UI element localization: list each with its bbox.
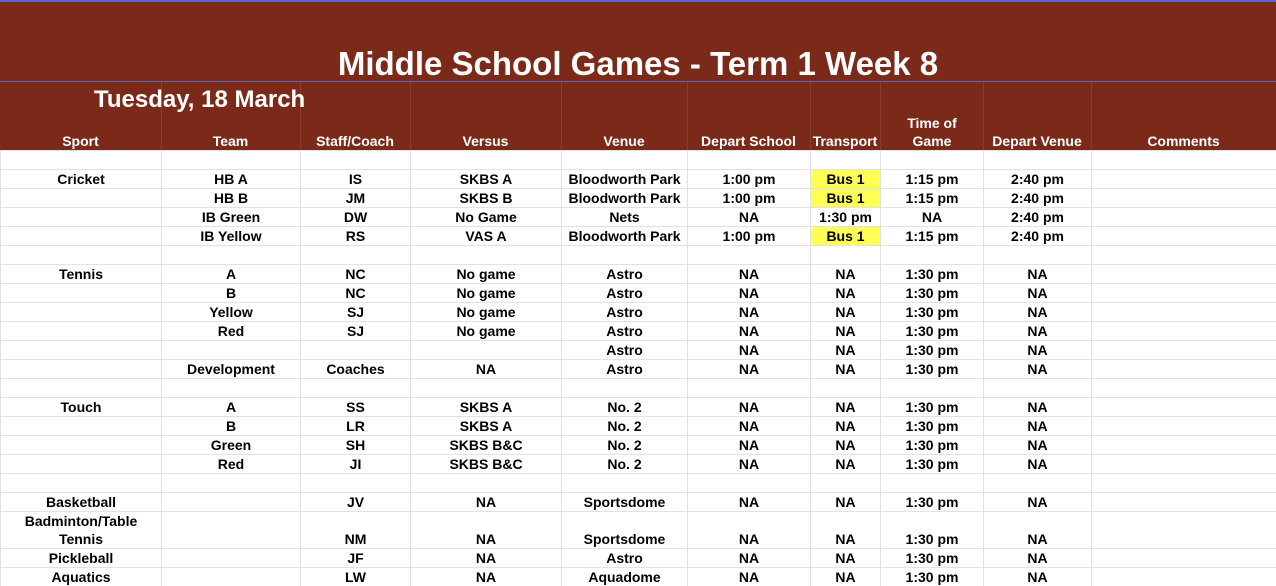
cell-depart-venue[interactable] bbox=[984, 379, 1092, 398]
cell-team[interactable] bbox=[162, 379, 301, 398]
column-header-staff-coach[interactable]: Staff/Coach bbox=[316, 133, 394, 149]
cell-depart-venue[interactable]: NA bbox=[984, 322, 1092, 341]
cell-venue[interactable]: Astro bbox=[562, 284, 688, 303]
cell-sport[interactable] bbox=[1, 474, 162, 493]
cell-sport[interactable]: Tennis bbox=[1, 265, 162, 284]
column-header-transport[interactable]: Transport bbox=[812, 133, 878, 149]
cell-transport[interactable]: NA bbox=[811, 265, 881, 284]
cell-comments[interactable] bbox=[1092, 474, 1276, 493]
cell-venue[interactable] bbox=[562, 379, 688, 398]
cell-staff-coach[interactable] bbox=[301, 341, 411, 360]
cell-depart-school[interactable]: NA bbox=[688, 398, 811, 417]
cell-depart-venue[interactable]: NA bbox=[984, 265, 1092, 284]
cell-time-of-game[interactable] bbox=[881, 246, 984, 265]
cell-venue[interactable]: Sportsdome bbox=[562, 512, 688, 549]
cell-team[interactable]: A bbox=[162, 398, 301, 417]
cell-depart-venue[interactable]: 2:40 pm bbox=[984, 189, 1092, 208]
cell-transport[interactable]: NA bbox=[811, 417, 881, 436]
cell-time-of-game[interactable]: 1:30 pm bbox=[881, 265, 984, 284]
cell-sport[interactable] bbox=[1, 227, 162, 246]
cell-time-of-game[interactable] bbox=[881, 151, 984, 170]
cell-versus[interactable] bbox=[411, 474, 562, 493]
cell-versus[interactable]: NA bbox=[411, 512, 562, 549]
column-header-team[interactable]: Team bbox=[212, 133, 249, 149]
column-header-depart-venue[interactable]: Depart Venue bbox=[992, 133, 1082, 149]
cell-team[interactable]: HB B bbox=[162, 189, 301, 208]
cell-versus[interactable] bbox=[411, 151, 562, 170]
cell-depart-venue[interactable] bbox=[984, 151, 1092, 170]
table-row bbox=[1, 417, 1276, 436]
cell-venue[interactable]: Astro bbox=[562, 303, 688, 322]
cell-time-of-game[interactable]: 1:30 pm bbox=[881, 455, 984, 474]
cell-venue[interactable]: No. 2 bbox=[562, 436, 688, 455]
cell-comments[interactable] bbox=[1092, 189, 1276, 208]
cell-depart-venue[interactable] bbox=[984, 474, 1092, 493]
cell-depart-school[interactable]: NA bbox=[688, 493, 811, 512]
cell-transport[interactable] bbox=[811, 151, 881, 170]
cell-depart-school[interactable]: NA bbox=[688, 568, 811, 586]
cell-time-of-game[interactable]: 1:30 pm bbox=[881, 284, 984, 303]
cell-time-of-game[interactable] bbox=[881, 379, 984, 398]
cell-staff-coach[interactable]: RS bbox=[301, 227, 411, 246]
cell-depart-venue[interactable]: NA bbox=[984, 568, 1092, 586]
cell-depart-venue[interactable]: NA bbox=[984, 455, 1092, 474]
cell-time-of-game[interactable]: 1:30 pm bbox=[881, 322, 984, 341]
cell-time-of-game[interactable]: 1:30 pm bbox=[881, 512, 984, 549]
cell-team[interactable]: A bbox=[162, 265, 301, 284]
cell-depart-school[interactable]: NA bbox=[688, 265, 811, 284]
cell-venue[interactable]: Bloodworth Park bbox=[562, 227, 688, 246]
cell-depart-venue[interactable]: NA bbox=[984, 512, 1092, 549]
table-row bbox=[1, 568, 1276, 586]
cell-comments[interactable] bbox=[1092, 417, 1276, 436]
cell-venue[interactable] bbox=[562, 246, 688, 265]
cell-sport[interactable]: Badminton/Table Tennis bbox=[1, 512, 162, 549]
table-row bbox=[1, 151, 1276, 170]
cell-time-of-game[interactable]: 1:15 pm bbox=[881, 170, 984, 189]
cell-team[interactable]: B bbox=[162, 284, 301, 303]
cell-team[interactable] bbox=[162, 549, 301, 568]
cell-sport[interactable]: Aquatics bbox=[1, 568, 162, 586]
cell-staff-coach[interactable] bbox=[301, 246, 411, 265]
cell-transport[interactable]: NA bbox=[811, 493, 881, 512]
cell-time-of-game[interactable]: 1:30 pm bbox=[881, 568, 984, 586]
table-row bbox=[1, 227, 1276, 246]
cell-sport[interactable] bbox=[1, 303, 162, 322]
cell-versus[interactable]: No game bbox=[411, 322, 562, 341]
cell-comments[interactable] bbox=[1092, 568, 1276, 586]
cell-depart-school[interactable]: NA bbox=[688, 455, 811, 474]
cell-staff-coach[interactable] bbox=[301, 151, 411, 170]
cell-team[interactable]: B bbox=[162, 417, 301, 436]
cell-comments[interactable] bbox=[1092, 322, 1276, 341]
cell-venue[interactable]: No. 2 bbox=[562, 398, 688, 417]
column-header-depart-school[interactable]: Depart School bbox=[701, 133, 796, 149]
cell-venue[interactable]: Astro bbox=[562, 322, 688, 341]
cell-versus[interactable]: SKBS A bbox=[411, 170, 562, 189]
cell-comments[interactable] bbox=[1092, 341, 1276, 360]
cell-depart-school[interactable] bbox=[688, 474, 811, 493]
cell-transport[interactable]: Bus 1 bbox=[811, 227, 881, 246]
cell-team[interactable]: HB A bbox=[162, 170, 301, 189]
cell-time-of-game[interactable]: 1:30 pm bbox=[881, 417, 984, 436]
cell-versus[interactable]: NA bbox=[411, 568, 562, 586]
cell-transport[interactable]: NA bbox=[811, 303, 881, 322]
cell-sport[interactable] bbox=[1, 322, 162, 341]
cell-sport[interactable] bbox=[1, 341, 162, 360]
cell-staff-coach[interactable]: DW bbox=[301, 208, 411, 227]
cell-staff-coach[interactable]: NC bbox=[301, 265, 411, 284]
cell-versus[interactable]: SKBS B&C bbox=[411, 436, 562, 455]
cell-transport[interactable]: NA bbox=[811, 398, 881, 417]
cell-staff-coach[interactable] bbox=[301, 474, 411, 493]
table-row bbox=[1, 474, 1276, 493]
cell-transport[interactable]: NA bbox=[811, 549, 881, 568]
sheet-title[interactable]: Middle School Games - Term 1 Week 8 bbox=[337, 45, 939, 82]
cell-time-of-game[interactable]: 1:30 pm bbox=[881, 398, 984, 417]
cell-depart-school[interactable] bbox=[688, 246, 811, 265]
cell-versus[interactable]: No game bbox=[411, 265, 562, 284]
cell-staff-coach[interactable] bbox=[301, 379, 411, 398]
cell-transport[interactable]: NA bbox=[811, 455, 881, 474]
cell-time-of-game[interactable]: 1:30 pm bbox=[881, 360, 984, 379]
cell-depart-venue[interactable] bbox=[984, 246, 1092, 265]
cell-sport[interactable] bbox=[1, 208, 162, 227]
cell-venue[interactable]: Nets bbox=[562, 208, 688, 227]
cell-versus[interactable]: VAS A bbox=[411, 227, 562, 246]
table-row bbox=[1, 549, 1276, 568]
cell-staff-coach[interactable]: JF bbox=[301, 549, 411, 568]
cell-versus[interactable]: No game bbox=[411, 284, 562, 303]
cell-comments[interactable] bbox=[1092, 360, 1276, 379]
cell-team[interactable]: Yellow bbox=[162, 303, 301, 322]
table-row bbox=[1, 436, 1276, 455]
cell-comments[interactable] bbox=[1092, 493, 1276, 512]
cell-versus[interactable]: SKBS B&C bbox=[411, 455, 562, 474]
cell-team[interactable] bbox=[162, 512, 301, 549]
cell-venue[interactable]: Bloodworth Park bbox=[562, 189, 688, 208]
cell-staff-coach[interactable]: JM bbox=[301, 189, 411, 208]
cell-team[interactable] bbox=[162, 493, 301, 512]
cell-venue[interactable] bbox=[562, 151, 688, 170]
cell-staff-coach[interactable]: JI bbox=[301, 455, 411, 474]
cell-depart-school[interactable]: NA bbox=[688, 303, 811, 322]
cell-depart-school[interactable]: 1:00 pm bbox=[688, 170, 811, 189]
cell-versus[interactable] bbox=[411, 341, 562, 360]
header-gridline bbox=[880, 82, 881, 150]
cell-venue[interactable]: Sportsdome bbox=[562, 493, 688, 512]
cell-depart-school[interactable] bbox=[688, 379, 811, 398]
table-row bbox=[1, 208, 1276, 227]
games-table bbox=[0, 150, 1276, 586]
cell-depart-school[interactable]: NA bbox=[688, 341, 811, 360]
cell-staff-coach[interactable]: SS bbox=[301, 398, 411, 417]
cell-comments[interactable] bbox=[1092, 379, 1276, 398]
cell-depart-school[interactable]: 1:00 pm bbox=[688, 227, 811, 246]
date-heading[interactable]: Tuesday, 18 March bbox=[94, 86, 306, 113]
cell-time-of-game[interactable]: 1:30 pm bbox=[881, 436, 984, 455]
cell-team[interactable] bbox=[162, 568, 301, 586]
cell-depart-school[interactable]: NA bbox=[688, 208, 811, 227]
cell-venue[interactable]: No. 2 bbox=[562, 417, 688, 436]
cell-versus[interactable]: SKBS B bbox=[411, 189, 562, 208]
cell-depart-venue[interactable]: NA bbox=[984, 549, 1092, 568]
cell-sport[interactable] bbox=[1, 417, 162, 436]
cell-sport[interactable] bbox=[1, 360, 162, 379]
cell-transport[interactable]: Bus 1 bbox=[811, 189, 881, 208]
cell-depart-venue[interactable]: 2:40 pm bbox=[984, 208, 1092, 227]
cell-sport[interactable] bbox=[1, 246, 162, 265]
cell-comments[interactable] bbox=[1092, 512, 1276, 549]
table-row bbox=[1, 455, 1276, 474]
cell-depart-venue[interactable]: 2:40 pm bbox=[984, 170, 1092, 189]
cell-team[interactable] bbox=[162, 246, 301, 265]
cell-team[interactable]: IB Green bbox=[162, 208, 301, 227]
table-row bbox=[1, 322, 1276, 341]
cell-comments[interactable] bbox=[1092, 227, 1276, 246]
cell-sport[interactable] bbox=[1, 189, 162, 208]
cell-time-of-game[interactable]: 1:15 pm bbox=[881, 189, 984, 208]
cell-versus[interactable] bbox=[411, 379, 562, 398]
table-row bbox=[1, 341, 1276, 360]
cell-time-of-game[interactable]: 1:30 pm bbox=[881, 303, 984, 322]
cell-versus[interactable]: SKBS A bbox=[411, 417, 562, 436]
table-row bbox=[1, 189, 1276, 208]
cell-depart-school[interactable] bbox=[688, 151, 811, 170]
cell-transport[interactable]: NA bbox=[811, 284, 881, 303]
cell-depart-venue[interactable]: NA bbox=[984, 341, 1092, 360]
cell-team[interactable]: Green bbox=[162, 436, 301, 455]
cell-comments[interactable] bbox=[1092, 455, 1276, 474]
cell-team[interactable]: Red bbox=[162, 455, 301, 474]
cell-sport[interactable]: Cricket bbox=[1, 170, 162, 189]
cell-team[interactable]: Red bbox=[162, 322, 301, 341]
table-row bbox=[1, 360, 1276, 379]
cell-transport[interactable] bbox=[811, 246, 881, 265]
cell-depart-school[interactable]: NA bbox=[688, 549, 811, 568]
cell-time-of-game[interactable]: 1:30 pm bbox=[881, 341, 984, 360]
table-row bbox=[1, 170, 1276, 189]
cell-time-of-game[interactable] bbox=[881, 474, 984, 493]
cell-depart-venue[interactable]: NA bbox=[984, 417, 1092, 436]
cell-team[interactable] bbox=[162, 151, 301, 170]
table-row bbox=[1, 303, 1276, 322]
cell-sport[interactable] bbox=[1, 151, 162, 170]
table-row bbox=[1, 398, 1276, 417]
cell-depart-venue[interactable]: 2:40 pm bbox=[984, 227, 1092, 246]
cell-venue[interactable]: Astro bbox=[562, 265, 688, 284]
cell-staff-coach[interactable]: SJ bbox=[301, 322, 411, 341]
cell-staff-coach[interactable]: JV bbox=[301, 493, 411, 512]
cell-venue[interactable] bbox=[562, 474, 688, 493]
table-row bbox=[1, 512, 1276, 549]
cell-transport[interactable]: NA bbox=[811, 436, 881, 455]
cell-depart-school[interactable]: 1:00 pm bbox=[688, 189, 811, 208]
cell-team[interactable] bbox=[162, 474, 301, 493]
cell-team[interactable]: Development bbox=[162, 360, 301, 379]
cell-comments[interactable] bbox=[1092, 284, 1276, 303]
cell-transport[interactable]: Bus 1 bbox=[811, 170, 881, 189]
cell-comments[interactable] bbox=[1092, 208, 1276, 227]
cell-venue[interactable]: No. 2 bbox=[562, 455, 688, 474]
column-header-versus[interactable]: Versus bbox=[462, 133, 509, 149]
cell-time-of-game[interactable]: 1:30 pm bbox=[881, 549, 984, 568]
cell-comments[interactable] bbox=[1092, 436, 1276, 455]
cell-comments[interactable] bbox=[1092, 549, 1276, 568]
cell-versus[interactable]: NA bbox=[411, 360, 562, 379]
cell-versus[interactable]: NA bbox=[411, 549, 562, 568]
cell-venue[interactable]: Astro bbox=[562, 360, 688, 379]
cell-sport[interactable] bbox=[1, 284, 162, 303]
cell-depart-venue[interactable]: NA bbox=[984, 436, 1092, 455]
cell-comments[interactable] bbox=[1092, 246, 1276, 265]
column-header-venue[interactable]: Venue bbox=[603, 133, 645, 149]
cell-sport[interactable] bbox=[1, 379, 162, 398]
cell-transport[interactable]: NA bbox=[811, 512, 881, 549]
cell-transport[interactable]: NA bbox=[811, 341, 881, 360]
cell-versus[interactable] bbox=[411, 246, 562, 265]
cell-sport[interactable]: Pickleball bbox=[1, 549, 162, 568]
cell-transport[interactable] bbox=[811, 474, 881, 493]
cell-staff-coach[interactable]: LW bbox=[301, 568, 411, 586]
cell-depart-school[interactable]: NA bbox=[688, 284, 811, 303]
cell-staff-coach[interactable]: IS bbox=[301, 170, 411, 189]
cell-comments[interactable] bbox=[1092, 170, 1276, 189]
cell-depart-venue[interactable]: NA bbox=[984, 493, 1092, 512]
cell-venue[interactable]: Astro bbox=[562, 341, 688, 360]
table-row bbox=[1, 284, 1276, 303]
cell-comments[interactable] bbox=[1092, 151, 1276, 170]
table-row bbox=[1, 379, 1276, 398]
cell-sport[interactable] bbox=[1, 436, 162, 455]
column-header-sport[interactable]: Sport bbox=[62, 133, 99, 149]
cell-transport[interactable]: NA bbox=[811, 322, 881, 341]
cell-comments[interactable] bbox=[1092, 265, 1276, 284]
cell-staff-coach[interactable]: Coaches bbox=[301, 360, 411, 379]
cell-time-of-game[interactable]: 1:15 pm bbox=[881, 227, 984, 246]
cell-depart-venue[interactable]: NA bbox=[984, 284, 1092, 303]
cell-transport[interactable] bbox=[811, 379, 881, 398]
cell-venue[interactable]: Aquadome bbox=[562, 568, 688, 586]
cell-venue[interactable]: Astro bbox=[562, 549, 688, 568]
cell-sport[interactable]: Basketball bbox=[1, 493, 162, 512]
cell-comments[interactable] bbox=[1092, 303, 1276, 322]
cell-sport[interactable] bbox=[1, 455, 162, 474]
cell-depart-school[interactable]: NA bbox=[688, 322, 811, 341]
table-row bbox=[1, 493, 1276, 512]
cell-depart-venue[interactable]: NA bbox=[984, 398, 1092, 417]
cell-staff-coach[interactable]: NC bbox=[301, 284, 411, 303]
cell-staff-coach[interactable]: SJ bbox=[301, 303, 411, 322]
cell-staff-coach[interactable]: NM bbox=[301, 512, 411, 549]
column-header-time-of-game[interactable]: Time of Game bbox=[907, 115, 957, 149]
table-row bbox=[1, 246, 1276, 265]
cell-versus[interactable]: SKBS A bbox=[411, 398, 562, 417]
cell-depart-school[interactable]: NA bbox=[688, 512, 811, 549]
cell-versus[interactable]: No Game bbox=[411, 208, 562, 227]
cell-versus[interactable]: NA bbox=[411, 493, 562, 512]
cell-depart-school[interactable]: NA bbox=[688, 417, 811, 436]
cell-sport[interactable]: Touch bbox=[1, 398, 162, 417]
cell-depart-school[interactable]: NA bbox=[688, 360, 811, 379]
cell-versus[interactable]: No game bbox=[411, 303, 562, 322]
cell-transport[interactable]: 1:30 pm bbox=[811, 208, 881, 227]
cell-staff-coach[interactable]: LR bbox=[301, 417, 411, 436]
selection-border-top bbox=[0, 0, 1276, 2]
cell-depart-school[interactable]: NA bbox=[688, 436, 811, 455]
cell-comments[interactable] bbox=[1092, 398, 1276, 417]
cell-depart-venue[interactable]: NA bbox=[984, 360, 1092, 379]
cell-time-of-game[interactable]: 1:30 pm bbox=[881, 493, 984, 512]
cell-team[interactable] bbox=[162, 341, 301, 360]
cell-time-of-game[interactable]: NA bbox=[881, 208, 984, 227]
cell-staff-coach[interactable]: SH bbox=[301, 436, 411, 455]
cell-transport[interactable]: NA bbox=[811, 360, 881, 379]
cell-depart-venue[interactable]: NA bbox=[984, 303, 1092, 322]
cell-transport[interactable]: NA bbox=[811, 568, 881, 586]
table-row bbox=[1, 265, 1276, 284]
column-header-comments[interactable]: Comments bbox=[1147, 133, 1220, 149]
cell-venue[interactable]: Bloodworth Park bbox=[562, 170, 688, 189]
cell-team[interactable]: IB Yellow bbox=[162, 227, 301, 246]
